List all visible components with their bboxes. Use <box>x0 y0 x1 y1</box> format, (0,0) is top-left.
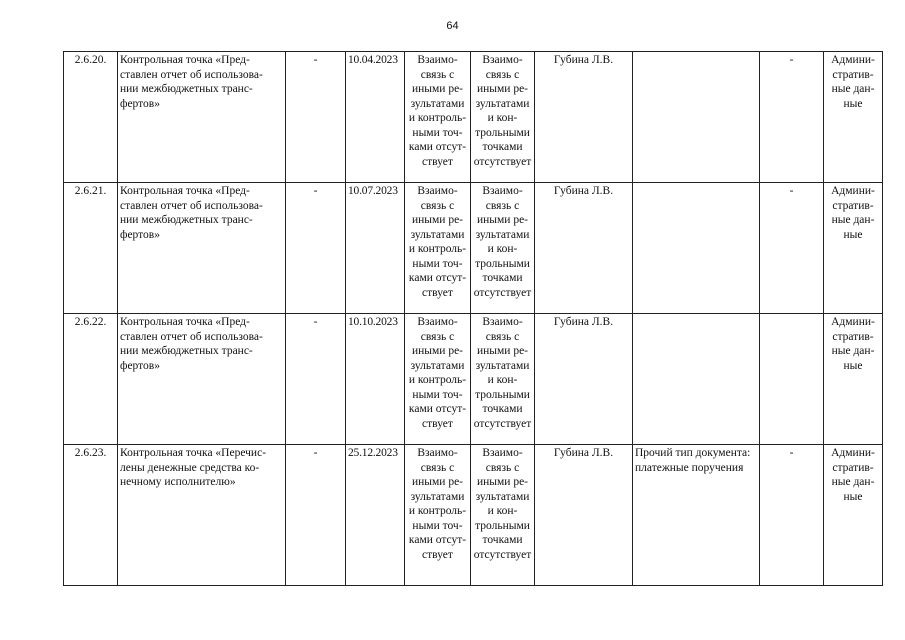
relation-predecessor: Взаимо- связь с иными ре- зультатами и контроль- ными точ- ками отсут- ствует <box>405 314 471 445</box>
deadline-date: 10.10.2023 <box>346 314 405 445</box>
data-source: Админи- стратив- ные дан- ные <box>824 183 883 314</box>
relation-predecessor: Взаимо- связь с иными ре- зультатами и контроль- ными точ- ками отсут- ствует <box>405 183 471 314</box>
page-number: 64 <box>446 20 459 32</box>
responsible-person: Губина Л.В. <box>535 314 633 445</box>
document-type <box>633 183 760 314</box>
relation-predecessor: Взаимо- связь с иными ре- зультатами и контроль- ными точ- ками отсут- ствует <box>405 52 471 183</box>
relation-successor: Взаимо- связь с иными ре- зультатами и кон- трольными точками отсутствует <box>471 445 535 586</box>
info-system-cell: - <box>760 52 824 183</box>
table-row <box>64 52 883 183</box>
responsible-person: Губина Л.В. <box>535 445 633 586</box>
data-source: Админи- стратив- ные дан- ные <box>824 445 883 586</box>
deadline-date: 10.04.2023 <box>346 52 405 183</box>
data-source: Админи- стратив- ные дан- ные <box>824 314 883 445</box>
base-value-cell: - <box>286 314 346 445</box>
responsible-person: Губина Л.В. <box>535 52 633 183</box>
deadline-date: 25.12.2023 <box>346 445 405 586</box>
responsible-person: Губина Л.В. <box>535 183 633 314</box>
relation-successor: Взаимо- связь с иными ре- зультатами и кон- трольными точками отсутствует <box>471 52 535 183</box>
table-row <box>64 314 883 445</box>
row-number: 2.6.23. <box>64 445 118 586</box>
control-point-name: Контрольная точка «Пред- ставлен отчет об использова- нии межбюджетных транс- фертов» <box>118 52 286 183</box>
control-points-table <box>63 51 883 586</box>
relation-predecessor: Взаимо- связь с иными ре- зультатами и контроль- ными точ- ками отсут- ствует <box>405 445 471 586</box>
relation-successor: Взаимо- связь с иными ре- зультатами и кон- трольными точками отсутствует <box>471 183 535 314</box>
relation-successor: Взаимо- связь с иными ре- зультатами и кон- трольными точками отсутствует <box>471 314 535 445</box>
base-value-cell: - <box>286 183 346 314</box>
info-system-cell: - <box>760 445 824 586</box>
row-number: 2.6.20. <box>64 52 118 183</box>
document-type <box>633 314 760 445</box>
info-system-cell <box>760 314 824 445</box>
table-row <box>64 183 883 314</box>
data-source: Админи- стратив- ные дан- ные <box>824 52 883 183</box>
document-type <box>633 52 760 183</box>
info-system-cell: - <box>760 183 824 314</box>
control-point-name: Контрольная точка «Пред- ставлен отчет об использова- нии межбюджетных транс- фертов» <box>118 314 286 445</box>
control-point-name: Контрольная точка «Перечис- лены денежные средства ко- нечному исполнителю» <box>118 445 286 586</box>
row-number: 2.6.21. <box>64 183 118 314</box>
deadline-date: 10.07.2023 <box>346 183 405 314</box>
base-value-cell: - <box>286 445 346 586</box>
document-type: Прочий тип документа: платежные поручения <box>633 445 760 586</box>
row-number: 2.6.22. <box>64 314 118 445</box>
control-point-name: Контрольная точка «Пред- ставлен отчет об использова- нии межбюджетных транс- фертов» <box>118 183 286 314</box>
table-row <box>64 445 883 586</box>
base-value-cell: - <box>286 52 346 183</box>
